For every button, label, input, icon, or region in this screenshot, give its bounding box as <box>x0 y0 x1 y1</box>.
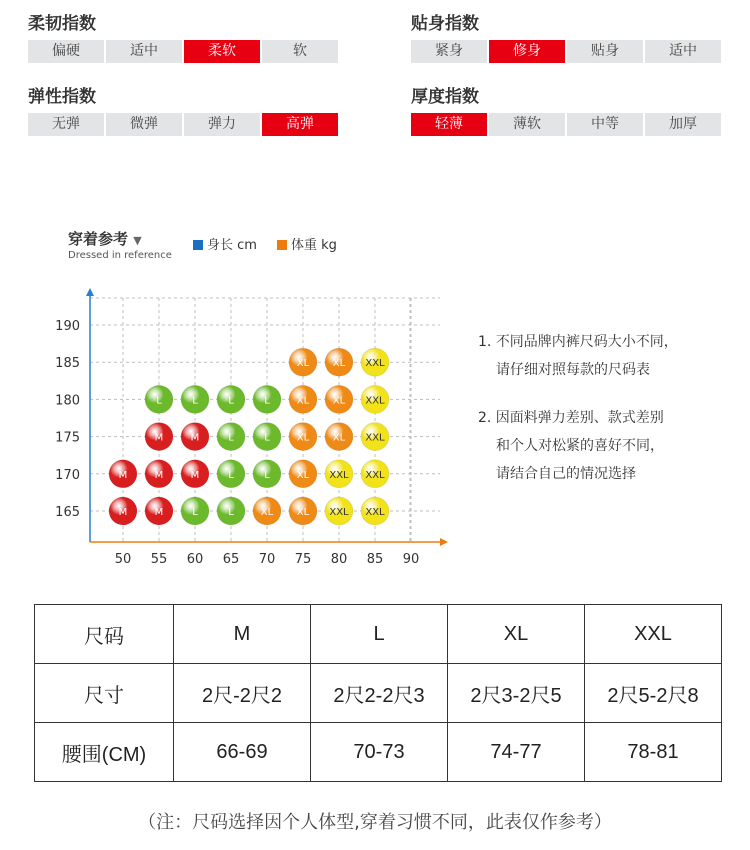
table-row <box>35 723 722 782</box>
table-cell: 2尺-2尺2 <box>174 664 311 723</box>
size-point-label: XXL <box>365 358 385 370</box>
size-point-label: M <box>190 469 200 481</box>
size-point-label: L <box>228 507 234 518</box>
size-point-label: L <box>264 432 270 444</box>
size-point-label: L <box>156 395 162 407</box>
note-2-line-1: 2. 因面料弹力差别、款式差别 <box>478 410 664 426</box>
thickness-index-title: 厚度指数 <box>411 87 479 107</box>
x-axis-arrow-icon <box>440 538 448 546</box>
y-tick-label: 190 <box>55 319 80 334</box>
size-point-label: L <box>228 432 234 444</box>
size-point-label: XL <box>332 432 346 444</box>
fit-index-title: 贴身指数 <box>411 14 479 34</box>
size-point-label: L <box>228 469 234 481</box>
legend-weight-label: 体重 kg <box>291 238 337 253</box>
size-point-label: L <box>228 395 234 407</box>
x-tick-label: 75 <box>294 552 312 567</box>
softness-option: 偏硬 <box>28 40 104 63</box>
y-tick-label: 175 <box>55 430 80 446</box>
table-row <box>35 664 722 723</box>
table-cell: L <box>311 605 448 664</box>
table-cell: XXL <box>585 605 722 664</box>
size-table <box>34 604 722 782</box>
x-tick-label: 55 <box>150 552 168 567</box>
thickness-option: 薄软 <box>489 113 565 136</box>
softness-option: 柔软 <box>184 40 260 63</box>
size-point-label: L <box>264 395 270 407</box>
table-cell: 2尺5-2尺8 <box>585 664 722 723</box>
note-1-line-1: 1. 不同品牌内裤尺码大小不同， <box>478 334 678 350</box>
fit-option: 修身 <box>489 40 565 63</box>
elasticity-option: 无弹 <box>28 113 104 136</box>
size-point-label: XXL <box>365 432 385 444</box>
elasticity-option: 微弹 <box>106 113 182 136</box>
x-tick-label: 50 <box>114 552 132 567</box>
x-tick-label: 60 <box>186 552 204 567</box>
thickness-option: 轻薄 <box>411 113 487 136</box>
table-cell: 2尺2-2尺3 <box>311 664 448 723</box>
size-point-label: M <box>118 507 128 518</box>
note-1-line-2: 请仔细对照每款的尺码表 <box>496 362 650 378</box>
size-point-label: M <box>154 507 164 518</box>
table-cell: 70-73 <box>311 723 448 782</box>
size-point-label: XL <box>260 507 274 518</box>
y-tick-label: 180 <box>55 393 80 409</box>
table-cell: 尺码 <box>35 605 174 664</box>
fit-option: 适中 <box>645 40 721 63</box>
size-point-label: XXL <box>365 395 385 407</box>
x-tick-label: 70 <box>258 552 276 567</box>
triangle-down-icon: ▼ <box>133 234 142 247</box>
size-point-label: XXL <box>365 469 385 481</box>
size-notes <box>478 328 678 488</box>
fit-option: 贴身 <box>567 40 643 63</box>
elasticity-option: 高弹 <box>262 113 338 136</box>
legend-subtitle: Dressed in reference <box>68 250 172 261</box>
softness-index-title: 柔韧指数 <box>28 14 96 34</box>
y-axis-arrow-icon <box>86 288 94 296</box>
note-2-line-3: 请结合自己的情况选择 <box>496 466 636 482</box>
size-point-label: M <box>154 432 164 444</box>
table-cell: 66-69 <box>174 723 311 782</box>
softness-option: 适中 <box>106 40 182 63</box>
y-tick-label: 185 <box>55 356 80 372</box>
table-cell: 78-81 <box>585 723 722 782</box>
size-point-label: XL <box>296 358 310 370</box>
size-point-label: XL <box>296 469 310 481</box>
softness-option: 软 <box>262 40 338 63</box>
size-point-label: XL <box>296 507 310 518</box>
x-tick-label: 80 <box>330 552 348 567</box>
size-point-label: L <box>264 469 270 481</box>
thickness-option: 加厚 <box>645 113 721 136</box>
table-cell: XL <box>448 605 585 664</box>
size-point-label: XXL <box>329 469 349 481</box>
table-row <box>35 605 722 664</box>
size-point-label: M <box>154 469 164 481</box>
size-point-label: XL <box>332 395 346 407</box>
size-point-label: L <box>192 507 198 518</box>
size-point-label: XL <box>296 395 310 407</box>
size-point-label: XXL <box>365 507 385 518</box>
x-tick-label: 85 <box>366 552 384 567</box>
size-point-label: XXL <box>329 507 349 518</box>
x-tick-label: 65 <box>222 552 240 567</box>
table-cell: 腰围(CM) <box>35 723 174 782</box>
x-tick-label: 90 <box>402 552 420 567</box>
table-cell: 尺寸 <box>35 664 174 723</box>
size-point-label: XL <box>332 358 346 370</box>
table-cell: 74-77 <box>448 723 585 782</box>
size-point-label: M <box>118 469 128 481</box>
y-tick-label: 165 <box>55 505 80 520</box>
size-point-label: M <box>190 432 200 444</box>
table-cell: M <box>174 605 311 664</box>
elasticity-index-title: 弹性指数 <box>28 87 96 107</box>
y-tick-label: 170 <box>55 467 80 483</box>
elasticity-option: 弹力 <box>184 113 260 136</box>
fit-option: 紧身 <box>411 40 487 63</box>
footnote: （注：尺码选择因个人体型,穿着习惯不同，此表仅作参考） <box>138 812 612 833</box>
size-point-label: L <box>192 395 198 407</box>
table-cell: 2尺3-2尺5 <box>448 664 585 723</box>
legend-title-text: 穿着参考 <box>68 230 129 248</box>
size-point-label: XL <box>296 432 310 444</box>
legend-height-label: 身长 cm <box>207 238 257 253</box>
thickness-option: 中等 <box>567 113 643 136</box>
note-2-line-2: 和个人对松紧的喜好不同， <box>496 438 664 454</box>
